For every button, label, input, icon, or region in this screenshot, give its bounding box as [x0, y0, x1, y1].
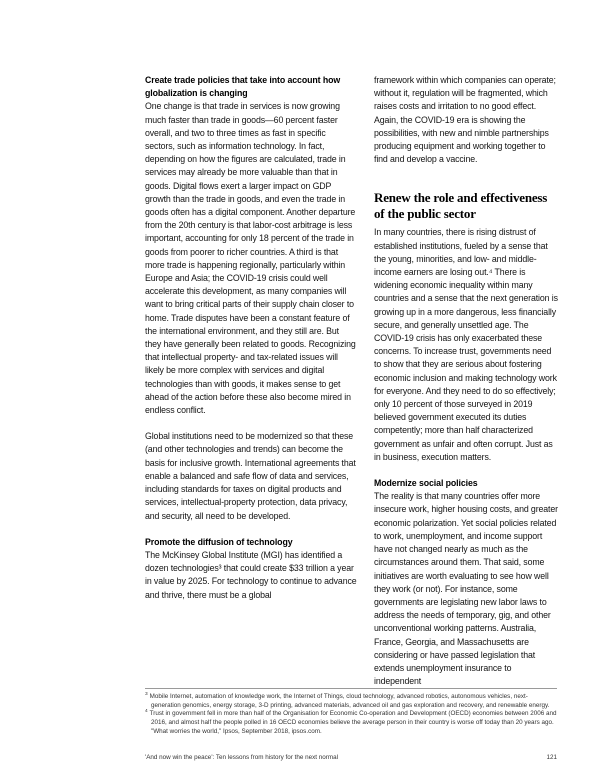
paragraph-trade: One change is that trade in services is now growing much faster than trade in goods—60 percent faster overall, and two to three times as fast in specific sectors, such as information technology. In fact, depending on how the figures are calculated, trade in services may already be more valuable than that in goods. Digital flows exert a larger impact on GDP growth than the trade in goods, and even the trade in goods often has a digital component. Another departure from the 20th century is that labor-cost arbitrage is less important, accounting for only 18 percent of the trade in goods from poorer to richer countries. A third is that more trade is happening regionally, particularly within Europe and Asia; the COVID-19 crisis could well accelerate this development, as many companies will want to bring critical parts of their supply chain closer to home. Trade disputes have been a constant feature of the international environment, and they still are. But they have generally been related to goods. Recognizing that intellectual property- and tax-related issues will likely be more complex with services and digital technologies than with goods, it makes sense to get ahead of the action before these also become mired in endless conflict.: [145, 101, 356, 416]
page-footer: [145, 754, 557, 762]
two-column-layout: [145, 74, 558, 688]
heading-public-sector: Renew the role and effectiveness of the public sector: [374, 190, 548, 222]
footnote-4: [145, 710, 557, 736]
paragraph-social-policies: The reality is that many countries offer more insecure work, higher housing costs, and greater economic polarization. Yet social policies related to work, unemployment, and income support have not changed nearly as much as the circumstances around them. That said, some initiatives are worth evaluating to see how well they work (or not). For instance, some governments are legislating new labor laws to address the needs of temporary, gig, and other unconventional working patterns. Australia, France, Georgia, and Massachusetts are considering or have passed legislation that extends unemployment insurance to independent: [374, 491, 558, 687]
footnote-4-text: Trust in government fell in more than half of the Organisation for Economic Co-operation and Development (OECD) economies between 2006 and 2016, and almost half the people polled in 16 OECD economies believe the average person in their country is worse off today than 20 years ago. "What worries the world," Ipsos, September 2018, ipsos.com.: [149, 710, 557, 735]
left-column: [145, 74, 357, 688]
paragraph-technology: The McKinsey Global Institute (MGI) has identified a dozen technologies³ that could create $33 trillion a year in value by 2025. For technology to continue to advance and thrive, there must be a global: [145, 549, 357, 600]
footnote-4-marker: 4: [145, 709, 148, 715]
footnotes-section: [145, 688, 557, 737]
heading-trade-policies: Create trade policies that take into account how globalization is changing: [145, 75, 341, 99]
footnote-3-marker: 3: [145, 691, 148, 697]
footnote-3: [145, 693, 557, 710]
footer-report-title: 'And now win the peace': Ten lessons from history for the next normal: [145, 754, 339, 761]
paragraph-public-sector: In many countries, there is rising distrust of established institutions, fueled by a sense that the young, minorities, and low- and middle-income earners are losing out.⁴ There is widening economic inequality within many countries and a sense that the next generation is growing up in a more dangerous, less financially secure, and generally unsettled age. The COVID-19 crisis has only exacerbated these concerns. To increase trust, governments need to show that they are serious about fostering economic inclusion and making technology work for everyone. And they need to do so effectively; only 10 percent of those surveyed in 2019 believed government executed its duties competently; more than half characterized government as unfair and often corrupt. Just as in business, execution matters.: [374, 227, 558, 462]
paragraph-framework: framework within which companies can operate; without it, regulation will be fragmented, which raises costs and irritation to no good effect. Again, the COVID-19 era is showing the possibilities, with new and nimble partnerships producing equipment and working together to find and develop a vaccine.: [374, 75, 556, 165]
right-column: [374, 74, 558, 688]
heading-technology-diffusion: Promote the diffusion of technology: [145, 536, 293, 547]
heading-social-policies: Modernize social policies: [374, 478, 478, 489]
paragraph-institutions: Global institutions need to be modernized so that these (and other technologies and trends) can become the basis for inclusive growth. International agreements that enable a balanced and safe flow of data and services, including standards for taxes on digital products and services, intellectual-property protection, data privacy, and security, all need to be developed.: [145, 431, 356, 521]
footer-page-number: 121: [546, 754, 557, 761]
footnote-3-text: Mobile Internet, automation of knowledge work, the Internet of Things, cloud technology, advanced robotics, autonomous vehicles, next-generation genomics, energy storage, 3-D printing, advanced materials, advanced oil and gas exploration and recovery, and renewable energy.: [149, 693, 550, 709]
